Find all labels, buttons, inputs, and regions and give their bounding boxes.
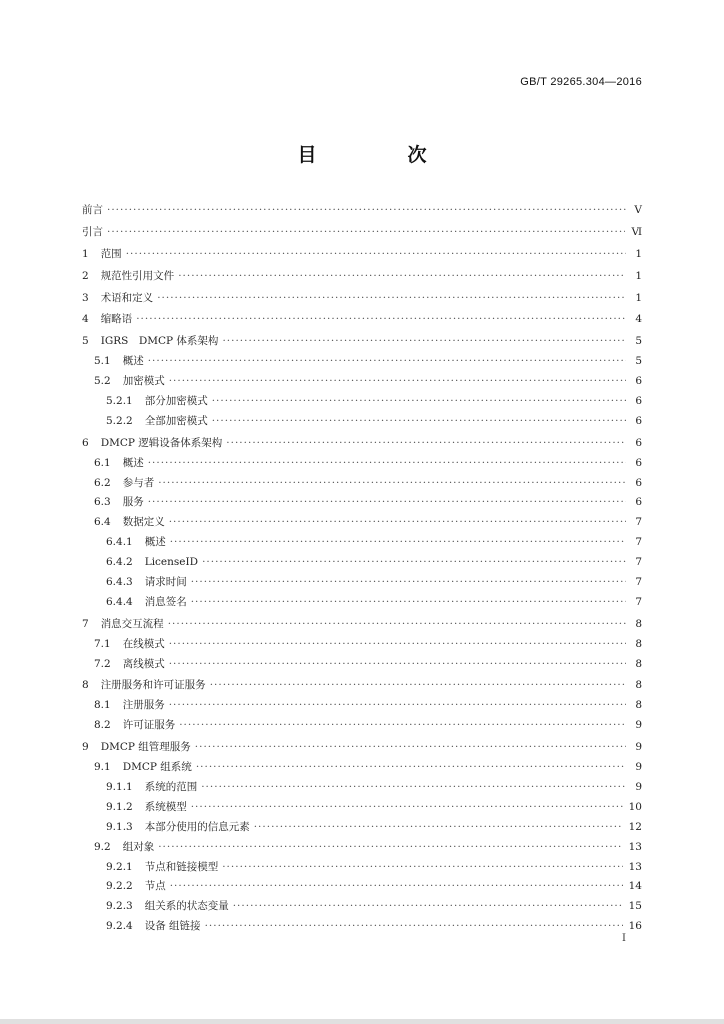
toc-entry[interactable] [82, 655, 642, 675]
dot-leader [148, 352, 626, 372]
toc-entry-page: 9 [635, 719, 642, 732]
dot-leader [169, 372, 626, 392]
toc-entry-number: 9.2.3 [106, 900, 133, 913]
toc-entry[interactable] [82, 392, 642, 412]
toc-entry-label [94, 716, 179, 736]
toc-entry-number: 6.2 [94, 476, 111, 489]
dot-leader [170, 877, 623, 897]
toc-entry-number: 7.1 [94, 637, 111, 650]
toc-entry-page: 6 [635, 395, 642, 408]
toc-entry[interactable] [82, 838, 642, 858]
dot-leader [212, 392, 626, 412]
dot-leader [107, 223, 625, 243]
toc-entry[interactable] [82, 310, 642, 330]
toc-entry[interactable] [82, 372, 642, 392]
toc-entry[interactable] [82, 533, 642, 553]
toc-entry-text: DMCP 逻辑设备体系架构 [100, 436, 223, 449]
dot-leader [191, 593, 626, 613]
toc-entry[interactable] [82, 897, 642, 917]
toc-entry-label [106, 573, 191, 593]
dot-leader [148, 454, 626, 474]
toc-entry[interactable] [82, 474, 642, 494]
toc-entry-page: Ⅵ [631, 225, 642, 238]
toc-entry[interactable] [82, 412, 642, 432]
toc-entry-number: 4 [82, 313, 89, 326]
toc-entry-page: 1 [635, 269, 642, 282]
toc-entry-text: 注册服务 [122, 699, 165, 712]
toc-entry[interactable] [82, 877, 642, 897]
dot-leader [191, 573, 626, 593]
toc-entry-label [82, 434, 226, 454]
toc-entry-label [106, 897, 233, 917]
toc-entry-text: 请求时间 [144, 576, 187, 589]
toc-entry[interactable] [82, 289, 642, 309]
toc-entry-page: 6 [635, 496, 642, 509]
toc-entry-number: 6.3 [94, 496, 111, 509]
dot-leader [157, 289, 626, 309]
toc-entry-text: DMCP 组管理服务 [100, 741, 191, 754]
toc-entry-page: 8 [635, 679, 642, 692]
toc-entry-number: 8.1 [94, 699, 111, 712]
toc-entry-number: 6.4.1 [106, 536, 133, 549]
toc-entry-number: 9 [82, 741, 89, 754]
toc-entry-text: 组关系的状态变量 [144, 900, 229, 913]
dot-leader [168, 615, 626, 635]
toc-entry-number: 7.2 [94, 657, 111, 670]
toc-entry-page: 1 [635, 247, 642, 260]
toc-entry[interactable] [82, 201, 642, 221]
toc-entry[interactable] [82, 573, 642, 593]
toc-entry-label [94, 838, 158, 858]
toc-entry-page: 13 [628, 860, 642, 873]
toc-entry-label [82, 332, 222, 352]
page-bottom-edge [0, 1019, 724, 1024]
toc-entry-text: 概述 [122, 456, 144, 469]
dot-leader [169, 696, 626, 716]
toc-entry[interactable] [82, 635, 642, 655]
toc-entry-page: 16 [628, 920, 642, 933]
dot-leader [196, 758, 626, 778]
toc-entry[interactable] [82, 553, 642, 573]
toc-entry-page: 6 [635, 476, 642, 489]
toc-entry-number: 5 [82, 335, 89, 348]
toc-entry-text: 术语和定义 [100, 291, 154, 304]
toc-entry-number: 9.1.3 [106, 820, 133, 833]
toc-entry-page: 9 [635, 780, 642, 793]
toc-entry-number: 6.4.4 [106, 595, 133, 608]
toc-entry-number: 9.1.1 [106, 780, 133, 793]
toc-entry-number: 5.1 [94, 355, 111, 368]
toc-entry-text: 规范性引用文件 [100, 269, 175, 282]
toc-entry-text: 离线模式 [122, 657, 165, 670]
toc-entry-page: 14 [628, 880, 642, 893]
toc-entry[interactable] [82, 593, 642, 613]
toc-entry[interactable] [82, 778, 642, 798]
toc-entry-text: 概述 [144, 536, 166, 549]
dot-leader [210, 676, 626, 696]
toc-entry-page: 8 [635, 657, 642, 670]
dot-leader [254, 818, 623, 838]
toc-entry[interactable] [82, 267, 642, 287]
dot-leader [170, 533, 626, 553]
toc-entry[interactable] [82, 738, 642, 758]
toc-entry-number: 9.1.2 [106, 800, 133, 813]
dot-leader [178, 267, 626, 287]
toc-entry-label [106, 412, 212, 432]
standard-number: GB/T 29265.304—2016 [520, 76, 642, 88]
dot-leader [226, 434, 626, 454]
toc-entry[interactable] [82, 818, 642, 838]
toc-entry[interactable] [82, 716, 642, 736]
toc-entry-label [94, 372, 169, 392]
toc-entry-label [94, 635, 169, 655]
toc-entry-text: 系统的范围 [144, 780, 198, 793]
toc-entry-label [82, 310, 136, 330]
toc-entry-text: 前言 [82, 204, 103, 216]
dot-leader [158, 474, 626, 494]
dot-leader [107, 201, 626, 221]
toc-entry[interactable] [82, 858, 642, 878]
toc-entry[interactable] [82, 615, 642, 635]
toc-entry-number: 9.2.1 [106, 860, 133, 873]
toc-entry-label [94, 493, 148, 513]
toc-entry-page: 1 [635, 291, 642, 304]
toc-entry[interactable] [82, 352, 642, 372]
toc-entry[interactable] [82, 223, 642, 243]
toc-entry-number: 9.2.4 [106, 920, 133, 933]
toc-entry-page: 12 [628, 820, 642, 833]
toc-entry-page: 9 [635, 761, 642, 774]
toc-entry-number: 9.2.2 [106, 880, 133, 893]
dot-leader [136, 310, 626, 330]
toc-entry-label [82, 245, 126, 265]
toc-entry-text: 概述 [122, 355, 144, 368]
toc-entry-label [94, 655, 169, 675]
toc-entry-text: 缩略语 [100, 313, 133, 326]
toc-entry-label [94, 352, 148, 372]
toc-entry[interactable] [82, 332, 642, 352]
toc-entry-number: 9.2 [94, 840, 111, 853]
page-number: Ⅰ [622, 933, 626, 944]
toc-entry-number: 1 [82, 247, 89, 260]
toc-entry-label [106, 553, 202, 573]
table-of-contents [82, 201, 642, 937]
toc-entry-label [82, 738, 195, 758]
toc-entry-number: 8 [82, 679, 89, 692]
toc-entry-number: 6.4.3 [106, 576, 133, 589]
toc-entry-label [94, 474, 158, 494]
toc-entry-page: 6 [635, 375, 642, 388]
dot-leader [202, 553, 626, 573]
toc-entry-label [82, 201, 107, 221]
toc-entry-text: 消息交互流程 [100, 617, 164, 630]
toc-entry[interactable] [82, 758, 642, 778]
toc-entry-page: 8 [635, 617, 642, 630]
toc-entry-label [82, 289, 157, 309]
toc-entry-text: 节点 [144, 880, 166, 893]
toc-entry-page: 8 [635, 699, 642, 712]
toc-entry[interactable] [82, 696, 642, 716]
toc-entry-page: 6 [635, 414, 642, 427]
toc-entry-page: 7 [635, 516, 642, 529]
toc-entry-text: 消息签名 [144, 595, 187, 608]
toc-entry-page: 6 [635, 436, 642, 449]
toc-entry-text: 设备 组链接 [144, 920, 201, 933]
toc-entry-text: 组对象 [122, 840, 155, 853]
toc-entry-label [106, 877, 170, 897]
toc-entry[interactable] [82, 434, 642, 454]
toc-entry-text: 部分加密模式 [144, 395, 208, 408]
toc-entry-label [94, 513, 169, 533]
toc-entry-text: 范围 [100, 247, 122, 260]
dot-leader [222, 332, 626, 352]
toc-entry-page: 7 [635, 595, 642, 608]
dot-leader [212, 412, 626, 432]
toc-entry-page: 7 [635, 556, 642, 569]
toc-entry-number: 6.4.2 [106, 556, 133, 569]
toc-entry-number: 6.1 [94, 456, 111, 469]
toc-entry-text: 在线模式 [122, 637, 165, 650]
toc-entry-page: 8 [635, 637, 642, 650]
dot-leader [205, 917, 623, 937]
toc-entry-number: 6.4 [94, 516, 111, 529]
dot-leader [201, 778, 626, 798]
toc-entry-label [106, 533, 170, 553]
toc-entry[interactable] [82, 513, 642, 533]
toc-entry-text: 许可证服务 [122, 719, 176, 732]
dot-leader [169, 513, 626, 533]
page-title: 目 次 [297, 144, 463, 166]
toc-entry-number: 7 [82, 617, 89, 630]
toc-entry-text: LicenseID [144, 556, 199, 569]
toc-entry-page: V [634, 204, 642, 216]
dot-leader [126, 245, 626, 265]
dot-leader [222, 858, 622, 878]
toc-entry-label [82, 615, 168, 635]
toc-entry-page: 13 [628, 840, 642, 853]
toc-entry-label [106, 593, 191, 613]
toc-entry-page: 5 [635, 355, 642, 368]
toc-entry-label [82, 267, 178, 287]
toc-entry[interactable] [82, 676, 642, 696]
toc-entry-label [106, 392, 212, 412]
toc-entry-text: 节点和链接模型 [144, 860, 219, 873]
dot-leader [169, 635, 626, 655]
toc-entry-label [106, 818, 254, 838]
toc-entry-number: 6 [82, 436, 89, 449]
toc-entry-number: 5.2 [94, 375, 111, 388]
toc-entry-number: 9.1 [94, 761, 111, 774]
dot-leader [195, 738, 626, 758]
toc-entry-page: 5 [635, 335, 642, 348]
dot-leader [179, 716, 626, 736]
toc-entry-text: DMCP 组系统 [122, 761, 192, 774]
toc-entry-page: 7 [635, 576, 642, 589]
toc-entry[interactable] [82, 454, 642, 474]
toc-entry-text: 注册服务和许可证服务 [100, 679, 206, 692]
toc-entry-page: 6 [635, 456, 642, 469]
toc-entry-text: 参与者 [122, 476, 155, 489]
dot-leader [169, 655, 626, 675]
toc-entry-number: 8.2 [94, 719, 111, 732]
dot-leader [158, 838, 622, 858]
toc-entry-text: IGRS DMCP 体系架构 [100, 335, 219, 348]
toc-entry-text: 引言 [82, 225, 103, 238]
toc-entry-number: 5.2.1 [106, 395, 133, 408]
toc-entry-label [106, 917, 205, 937]
dot-leader [233, 897, 623, 917]
toc-entry-page: 7 [635, 536, 642, 549]
dot-leader [148, 493, 626, 513]
toc-entry-label [106, 858, 222, 878]
toc-entry-label [106, 778, 201, 798]
toc-entry-text: 服务 [122, 496, 144, 509]
toc-entry-text: 系统模型 [144, 800, 187, 813]
toc-entry-page: 10 [628, 800, 642, 813]
toc-entry-page: 15 [628, 900, 642, 913]
toc-entry-number: 3 [82, 291, 89, 304]
toc-entry-label [106, 798, 191, 818]
toc-entry-label [82, 223, 107, 243]
toc-entry-page: 4 [635, 313, 642, 326]
toc-entry-label [82, 676, 210, 696]
toc-entry-label [94, 696, 169, 716]
toc-entry-label [94, 758, 196, 778]
toc-entry-number: 2 [82, 269, 89, 282]
toc-entry-text: 数据定义 [122, 516, 165, 529]
toc-entry-text: 本部分使用的信息元素 [144, 820, 250, 833]
dot-leader [191, 798, 623, 818]
toc-entry-text: 全部加密模式 [144, 414, 208, 427]
toc-entry[interactable] [82, 798, 642, 818]
toc-entry[interactable] [82, 917, 642, 937]
toc-entry[interactable] [82, 493, 642, 513]
toc-entry-text: 加密模式 [122, 375, 165, 388]
toc-entry-number: 5.2.2 [106, 414, 133, 427]
toc-entry-label [94, 454, 148, 474]
toc-entry[interactable] [82, 245, 642, 265]
toc-entry-page: 9 [635, 741, 642, 754]
